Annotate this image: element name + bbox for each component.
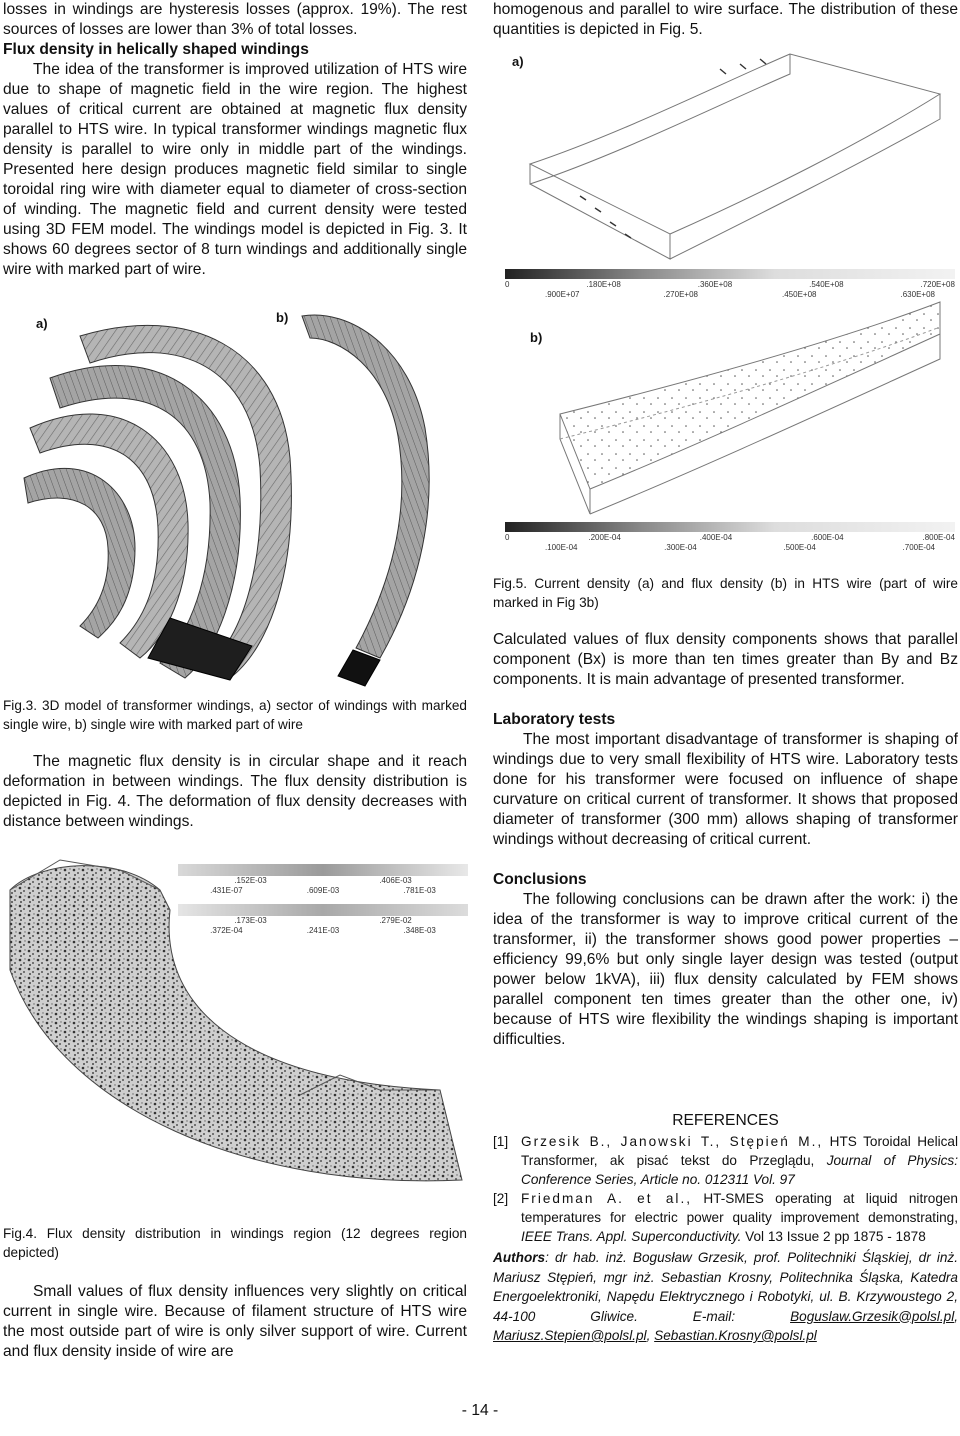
reference-item [493,1132,958,1189]
fig5b-scale-value: .200E-04 [588,533,621,542]
fig5-label-b: b) [530,330,543,345]
left-column-bottom [3,1282,467,1362]
reference-text [521,1132,958,1189]
fig5b-scale-value: .300E-04 [664,543,697,552]
fig3-caption: Fig.3. 3D model of transformer windings, a) sector of windings with marked single wire, b) single wire with marked part of wire [3,698,467,732]
fig5b-scale-value: .500E-04 [783,543,816,552]
windings-model-image [20,308,470,688]
fig4-color-scale-bottom [178,904,468,916]
fig4-color-scale-top [178,864,468,876]
reference-journal: IEEE Trans. Appl. Superconductivity. [521,1229,742,1244]
fig3-caption-block [3,696,467,734]
right-column-mid [493,630,958,1050]
fig4-scale-top-value: .152E-03 [234,876,267,885]
figure-4 [0,850,470,1215]
references-heading: REFERENCES [672,1112,779,1129]
reference-authors: Friedman A. et al., [521,1191,692,1206]
fig5b-scale-value: .100E-04 [545,543,578,552]
fig5b-scale-value: 0 [505,533,510,542]
fig4-scale-bottom-labels-2 [178,926,468,935]
reference-details: Vol 13 Issue 2 pp 1875 - 1878 [741,1229,926,1244]
heading-conclusions: Conclusions [493,871,587,888]
paragraph-circular-shape: The magnetic flux density is in circular shape and it reach deformation in between windings. The flux density distribution is depicted in Fig. 4. The deformation of flux density decreases with distance between windings. [3,753,467,830]
fig5a-scale-bottom-labels [545,290,935,299]
fig4-scale-top-value: .609E-03 [306,886,340,895]
reference-number: [1] [493,1134,509,1149]
references-section [493,1112,958,1246]
heading-flux-density: Flux density in helically shaped windings [3,41,309,58]
fig5-caption-block [493,574,958,612]
paragraph-homogenous: homogenous and parallel to wire surface. The distribution of these quantities is depicted in Fig. 5. [493,1,958,38]
reference-title: HT-SMES operating at liquid nitrogen temperatures for electric power quality improvement demonstrating, [521,1191,958,1225]
email-link[interactable]: Mariusz.Stepien@polsl.pl [493,1328,647,1343]
page-number: - 14 - [461,1402,499,1419]
fig4-scale-bottom-value: .173E-03 [234,916,267,925]
reference-number: [2] [493,1191,509,1206]
fig4-caption-block [3,1224,467,1262]
authors-info: Authors: dr hab. inż. Bogusław Grzesik, prof. Politechniki Śląskiej, dr inż. Mariusz Stępień, mgr inż. Sebastian Krosny, Politechnika Śląska, Katedra Energoelektroniki, Napędu Elektrycznego i Robotyki, ul. B. Krzywoustego 2, 44-100 Gliwice. E-mail: Boguslaw.Grzesik@polsl.pl, Mariusz.Stepien@polsl.pl, Sebastian.Krosny@polsl.pl [493,1250,958,1343]
fig4-scale-top-labels [178,876,468,885]
fig5b-scale-value: .800E-04 [922,533,955,542]
fig5a-scale-value: 0 [505,280,510,289]
email-link[interactable]: Boguslaw.Grzesik@polsl.pl [790,1308,955,1324]
fig4-scale-bottom-value: .241E-03 [306,926,340,935]
fig4-scale-bottom-labels [178,916,468,925]
authors-label: Authors [493,1250,546,1265]
fig5b-scale-value: .400E-04 [699,533,733,542]
fig5a-scale-value: .450E+08 [782,290,817,299]
fig4-scale-top-value: .431E-07 [210,886,243,895]
figure-3 [20,308,470,688]
authors-text: : dr hab. inż. Bogusław Grzesik, prof. Politechniki Śląskiej, dr inż. Mariusz Stępień, mgr inż. Sebastian Krosny, Politechnika Śląska, Katedra Energoelektroniki, Napędu Elektrycznego i Robotyki, ul. B. Krzywoustego 2, 44-100 Gliwice. E-mail: [493,1250,958,1324]
paragraph-calculated-values: Calculated values of flux density components shows that parallel component (Bx) is more than ten times greater than By and Bz components. It is main advantage of presented transformer. [493,631,958,688]
left-column [3,0,467,280]
heading-laboratory-tests: Laboratory tests [493,711,616,728]
fig4-scale-top-value: .406E-03 [379,876,412,885]
fig4-scale-bottom-value: .279E-02 [379,916,412,925]
fig5a-scale-value: .360E+08 [697,280,733,289]
fig5b-scale-value: .600E-04 [811,533,844,542]
fig5-label-a: a) [512,54,524,69]
fig4-scale-top-value: .781E-03 [403,886,436,895]
fig5a-scale-value: .180E+08 [586,280,621,289]
fig4-scale-top-labels-2 [178,886,468,895]
fig5a-scale-value: .900E+07 [545,290,580,299]
right-column [493,0,958,40]
current-density-plots-image [500,44,958,559]
reference-journal: Journal of Physics: Conference Series [521,1153,958,1187]
paragraph-small-values: Small values of flux density influences very slightly on critical current in single wire. Because of filament structure of HTS wire the most outside part of wire is only silver support of wire. Current and flux density inside of wire are [3,1283,467,1360]
paragraph-laboratory-tests: The most important disadvantage of transformer is shaping of windings due to very small flexibility of HTS wire. Laboratory tests done for his transformer were focused on influence of shape curvature on critical current of transformer. It shows that proposed diameter of transformer (300 mm) allows shaping of transformer windings without decreasing of critical current. [493,731,958,848]
reference-title: HTS Toroidal Helical Transformer, ak pisać tekst do Przeglądu, [521,1134,958,1168]
paragraph-conclusions: The following conclusions can be drawn after the work: i) the idea of the transformer is way to improve critical current of the transformer, ii) the transformer shows good power properties – efficiency 99,6% but only single layer design was tested (output power below 1kVA), iii) flux density calculated by FEM shows parallel component ten times greater than the other one, iv) because of HTS wire flexibility the windings shaping is important difficulties. [493,891,958,1048]
fig4-scale-bottom-value: .348E-03 [403,926,436,935]
fig5-caption: Fig.5. Current density (a) and flux density (b) in HTS wire (part of wire marked in Fig 3b) [493,576,958,610]
fig5a-scale-value: .270E+08 [663,290,698,299]
reference-authors: Grzesik B., Janowski T., Stępień M., [521,1134,824,1149]
fig5b-scale-bottom-labels [545,543,935,552]
fig5a-scale-value: .540E+08 [809,280,844,289]
fig5a-scale-top-labels [505,280,955,289]
left-column-mid [3,752,467,832]
fig5b-scale-value: .700E-04 [902,543,935,552]
fig5a-scale-value: .720E+08 [920,280,955,289]
reference-item [493,1189,958,1246]
fig3-label-a: a) [36,316,48,331]
fig3-label-b: b) [276,310,289,325]
paragraph-losses: losses in windings are hysteresis losses (approx. 19%). The rest sources of losses are lower than 3% of total losses. [3,1,467,38]
reference-text [521,1189,958,1246]
fig4-caption: Fig.4. Flux density distribution in windings region (12 degrees region depicted) [3,1226,467,1260]
fig5b-scale-top-labels [505,533,955,542]
email-link[interactable]: Sebastian.Krosny@polsl.pl [654,1328,817,1343]
fig5a-scale-value: .630E+08 [900,290,935,299]
authors-section [493,1248,958,1346]
paragraph-flux-density: The idea of the transformer is improved utilization of HTS wire due to shape of magnetic field in the wire region. The highest values of critical current are obtained at magnetic flux density parallel to HTS wire. In typical transformer windings magnetic flux density is parallel to wire only in middle part of the windings. Presented here design produces magnetic field similar to single toroidal ring wire with diameter equal to diameter of cross-section of winding. The magnetic field and current density were tested using 3D FEM model. The windings model is depicted in Fig. 3. It shows 60 degrees sector of 8 turn windings and additionally single wire with marked part of wire. [3,61,467,278]
reference-details: , Article no. 012311 Vol. 97 [633,1172,795,1187]
fig4-scale-bottom-value: .372E-04 [210,926,243,935]
figure-5 [500,44,958,559]
